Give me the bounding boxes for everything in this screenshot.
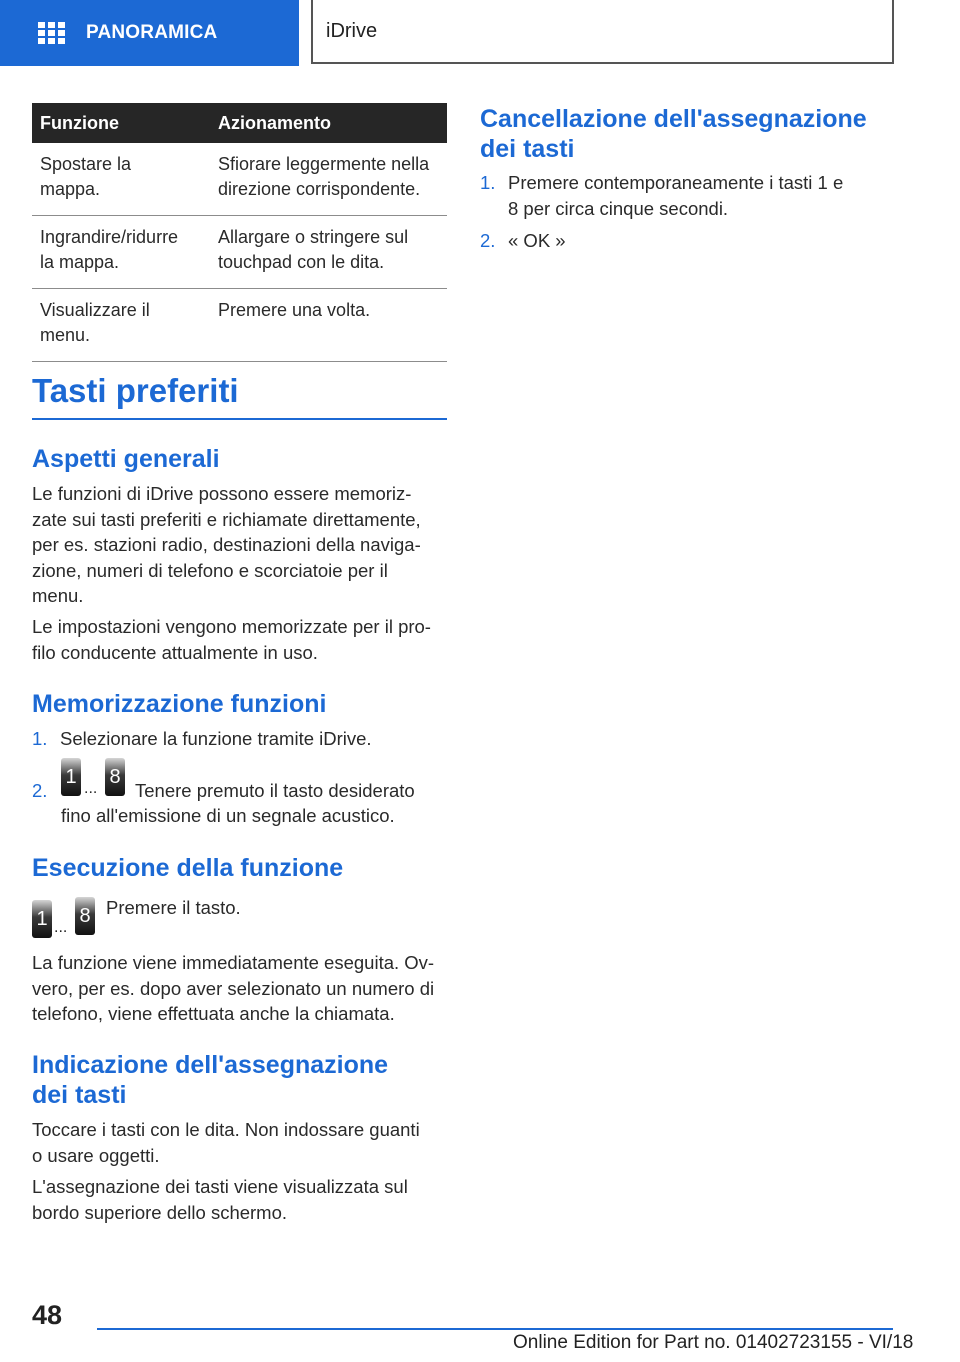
header-chapter-title: iDrive <box>326 19 378 42</box>
grid-icon <box>38 22 66 44</box>
table-header-operation: Azionamento <box>210 103 447 143</box>
delete-step-1 <box>480 170 895 222</box>
ellipsis: ... <box>54 919 68 936</box>
indication-paragraph-2: L'assegnazione dei tasti viene visualizzata sul bordo superiore dello schermo. <box>32 1176 408 1223</box>
header-section-title: PANORAMICA <box>86 22 218 43</box>
section-title: Tasti preferiti <box>32 372 447 420</box>
step-text: Selezionare la funzione tramite iDrive. <box>60 728 372 749</box>
table-header-function: Funzione <box>32 103 210 143</box>
delete-step-2 <box>480 228 566 254</box>
function-table <box>32 103 447 362</box>
table-cell: Visualizzare il menu. <box>32 289 210 362</box>
execute-heading: Esecuzione della funzione <box>32 854 344 882</box>
table-row <box>32 216 447 289</box>
step-number: 2. <box>32 780 48 801</box>
key-range <box>32 897 112 939</box>
footer-divider <box>97 1328 893 1330</box>
table-cell: Sfiorare leggermente nella direzione corrispondente. <box>210 143 447 216</box>
table-cell: Ingrandire/ridurre la mappa. <box>32 216 210 289</box>
indication-heading: Indicazione dell'assegnazione dei tasti <box>32 1051 389 1109</box>
step-text: Premere contemporaneamente i tasti 1 e 8 per circa cinque secondi. <box>508 172 844 219</box>
step-text: « OK » <box>508 230 566 251</box>
general-paragraph-1: Le funzioni di iDrive possono essere memoriz- zate sui tasti preferiti e richiamate direttamente, per es. stazioni radio, destinazioni della naviga- zione, numeri di telefono e scorciatoie per il menu. <box>32 483 421 606</box>
step-number: 1. <box>32 728 48 749</box>
store-step-2 <box>32 758 447 828</box>
step-text-continued: fino all'emissione di un segnale acustico. <box>61 805 395 826</box>
key-1-icon: 1 <box>32 900 52 938</box>
table-row <box>32 143 447 216</box>
step-text: Tenere premuto il tasto desiderato <box>135 780 415 801</box>
ellipsis: ... <box>84 780 98 797</box>
general-heading: Aspetti generali <box>32 445 220 473</box>
footer-edition: Online Edition for Part no. 01402723155 - VI/18 <box>513 1332 914 1353</box>
step-number: 2. <box>480 230 496 251</box>
key-8-icon: 8 <box>105 758 125 796</box>
general-paragraph-2: Le impostazioni vengono memorizzate per il pro- filo conducente attualmente in uso. <box>32 616 431 663</box>
header-section-tab[interactable] <box>0 0 299 66</box>
table-row <box>32 289 447 362</box>
table-cell: Allargare o stringere sul touchpad con le dita. <box>210 216 447 289</box>
header-chapter-tab[interactable] <box>311 0 894 64</box>
step-number: 1. <box>480 172 496 193</box>
key-1-icon: 1 <box>61 758 81 796</box>
execute-paragraph: La funzione viene immediatamente eseguita. Ov- vero, per es. dopo aver selezionato un numero di telefono, viene effettuata anche la chiamata. <box>32 952 435 1024</box>
delete-heading: Cancellazione dell'assegnazione dei tasti <box>480 105 867 163</box>
indication-paragraph-1: Toccare i tasti con le dita. Non indossare guanti o usare oggetti. <box>32 1119 420 1166</box>
store-heading: Memorizzazione funzioni <box>32 690 327 718</box>
table-cell: Spostare la mappa. <box>32 143 210 216</box>
key-8-icon: 8 <box>75 897 95 935</box>
page-number: 48 <box>32 1300 63 1330</box>
store-step-1 <box>32 726 372 752</box>
table-cell: Premere una volta. <box>210 289 447 362</box>
table-header-row <box>32 103 447 143</box>
execute-press-text: Premere il tasto. <box>106 897 241 918</box>
